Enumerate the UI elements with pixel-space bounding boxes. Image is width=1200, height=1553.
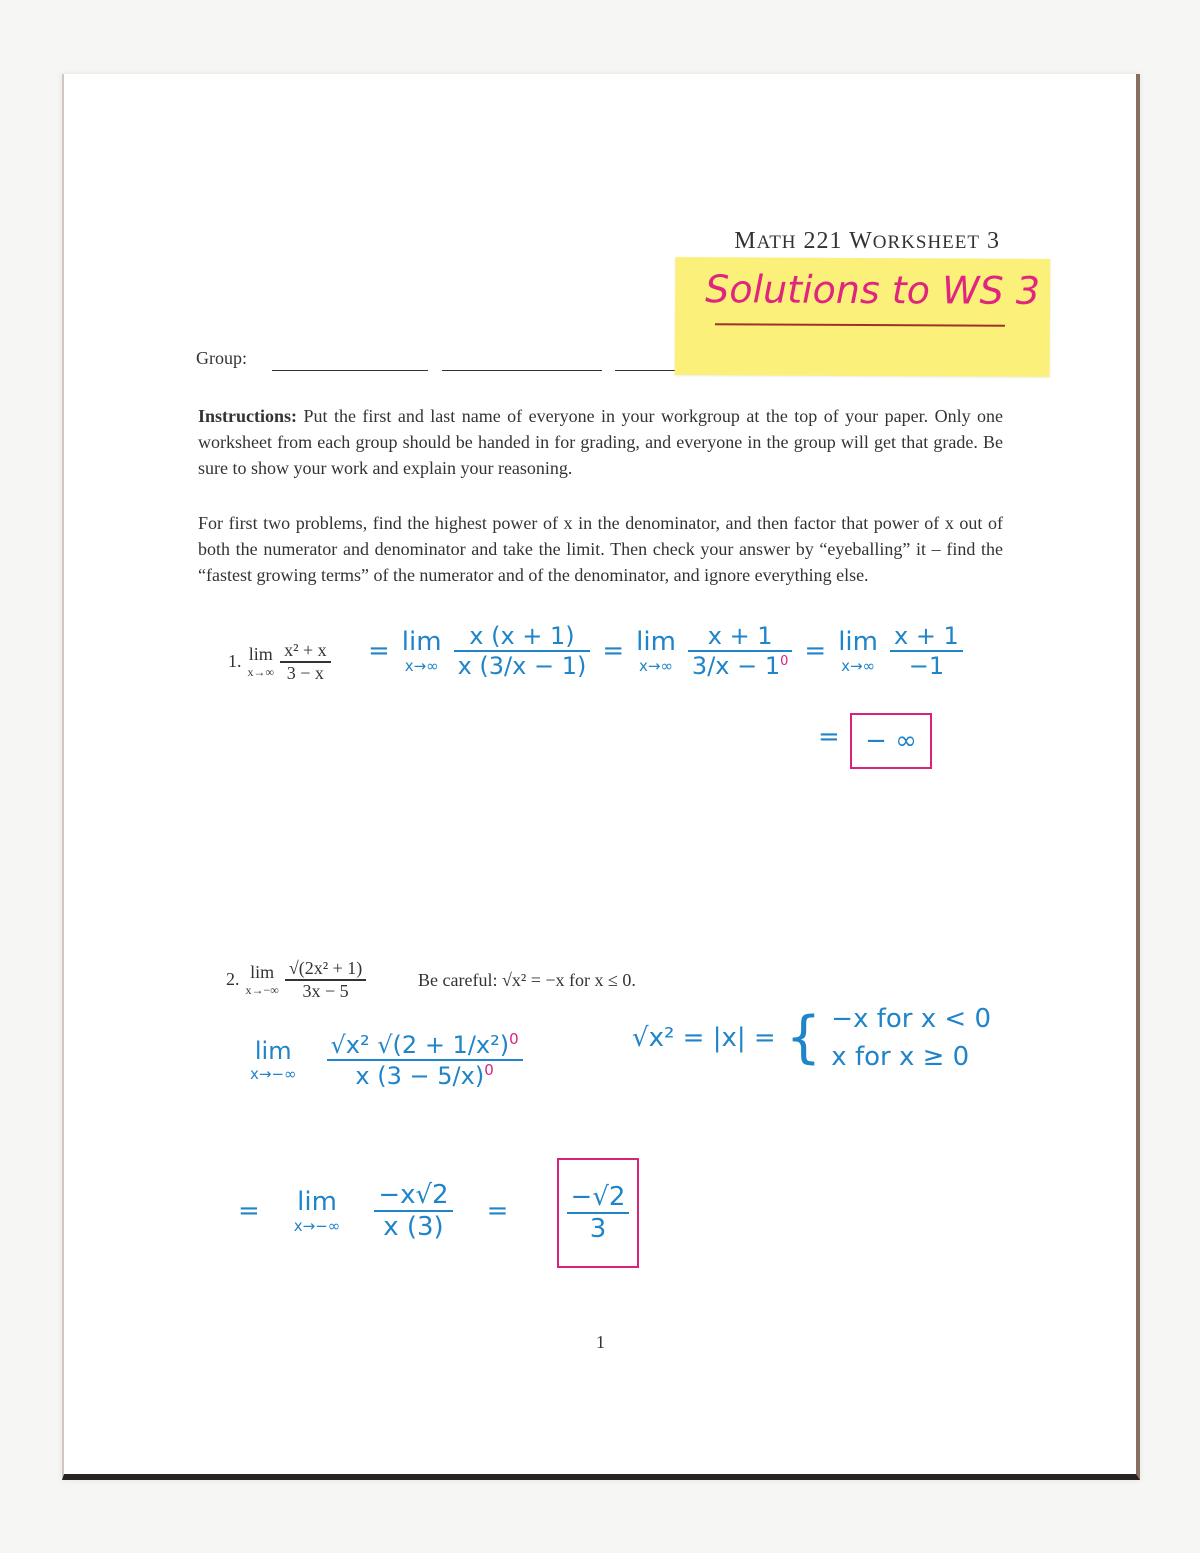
instructions-paragraph — [198, 403, 1003, 481]
problem-1-numerator: x² + x — [284, 640, 327, 660]
intro-paragraph: For first two problems, find the highest power of x in the denominator, and then factor that power of x out of both the numerator and denominator and take the limit. Then check your answer by “eyeballing” it – find the “fastest growing terms” of the numerator and of the denominator, and ignore everything else. — [198, 513, 1003, 585]
problem-2-fraction — [285, 958, 366, 1002]
problem-2-answer: $\frac{-√2}{3}$ — [567, 1182, 630, 1244]
work-lim-sub: x→∞ — [841, 656, 876, 675]
group-label: Group: — [196, 348, 247, 368]
sticky-note — [675, 257, 1051, 377]
work-lim-sub: x→∞ — [404, 656, 439, 675]
problem-2 — [226, 958, 366, 1002]
problem-2-note: Be careful: √x² = −x for x ≤ 0. — [418, 970, 636, 990]
work-lim: lim — [297, 1186, 337, 1217]
problem-2-answer-box — [557, 1158, 639, 1268]
instructions-label: Instructions: — [198, 406, 298, 426]
case-negative: −x for x < 0 — [831, 1004, 991, 1034]
problem-2-number: 2. — [226, 969, 240, 990]
problem-2-work-1 — [250, 1030, 523, 1090]
work-1-step-1: $\frac{x (x + 1)}{x (3/x - 1)}$ — [454, 622, 591, 680]
problem-2-numerator: √(2x² + 1) — [288, 958, 363, 978]
work-2-step-1: $\frac{√x^2 √(2 + 1/x^2)^0}{x (3 - 5/x)^0}$ — [327, 1030, 523, 1090]
work-lim-sub: x→−∞ — [250, 1064, 297, 1083]
problem-1-lim: lim — [248, 643, 273, 664]
instructions-text: Put the first and last name of everyone in your workgroup at the top of your paper. Only one worksheet from each group should be handed in for grading, and everyone in the group will get that grade. Be sure to show your work and explain your reasoning. — [198, 406, 1004, 478]
equals-sign: = — [238, 1195, 260, 1226]
case-positive: x for x ≥ 0 — [831, 1042, 970, 1072]
problem-1-denominator: 3 − x — [286, 662, 324, 683]
problem-1-fraction — [280, 640, 331, 684]
problem-2-denominator: 3x − 5 — [302, 980, 349, 1001]
work-lim: lim — [636, 626, 676, 657]
problem-1-number: 1. — [228, 651, 242, 672]
problem-2-lim-sub: x→−∞ — [245, 982, 279, 997]
problem-1-answer-box — [850, 713, 932, 769]
sticky-note-underline — [715, 323, 1005, 327]
equals-sign: = — [804, 635, 827, 666]
brace-icon: { — [785, 1005, 822, 1070]
zero-annotation: 0 — [780, 653, 789, 669]
work-1-step-3: $\frac{x + 1}{-1}$ — [890, 622, 963, 680]
work-lim: lim — [401, 626, 442, 657]
worksheet-title: MATH 221 WORKSHEET 3 — [734, 228, 1000, 254]
equals-sign: = — [368, 635, 390, 666]
problem-1-answer: − ∞ — [865, 726, 917, 756]
work-lim-sub: x→−∞ — [293, 1216, 341, 1235]
group-name-line-1 — [272, 370, 428, 371]
abs-value-cases — [632, 1000, 991, 1076]
page-number: 1 — [596, 1332, 605, 1352]
problem-2-work-2 — [238, 1180, 508, 1242]
problem-1 — [228, 640, 331, 684]
problem-1-work — [368, 622, 963, 680]
work-lim: lim — [838, 626, 878, 657]
work-2-step-2: $\frac{-x√2}{x (3)}$ — [374, 1180, 452, 1242]
zero-annotation: 0 — [484, 1060, 494, 1079]
sticky-note-text: Solutions to WS 3 — [705, 267, 1041, 313]
equals-sign: = — [486, 1195, 509, 1226]
problem-1-lim-sub: x→∞ — [247, 664, 275, 679]
abs-value-equation: √x² = |x| = — [632, 1023, 776, 1053]
zero-annotation: 0 — [509, 1030, 519, 1048]
work-lim-sub: x→∞ — [639, 656, 673, 675]
work-lim: lim — [254, 1036, 292, 1065]
equals-sign: = — [602, 635, 625, 666]
work-1-step-2: $\frac{x + 1}{3/x - 1^0}$ — [688, 622, 792, 680]
problem-1-answer-eq: = — [818, 722, 840, 752]
group-name-line-2 — [442, 370, 602, 371]
problem-2-lim: lim — [250, 961, 275, 982]
